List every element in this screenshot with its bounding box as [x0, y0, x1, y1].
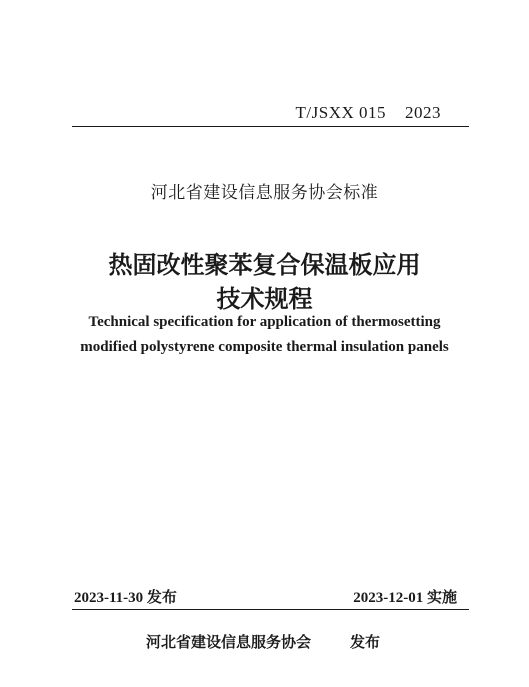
bottom-divider	[72, 609, 469, 610]
issue-date: 2023-11-30 发布	[74, 590, 177, 606]
publisher-name: 河北省建设信息服务协会	[146, 633, 312, 651]
title-english-line-1: Technical specification for application of thermosetting	[88, 314, 441, 330]
top-divider	[72, 126, 469, 127]
standard-number: T/JSXX 015 2023	[295, 103, 441, 122]
title-chinese-line-1: 热固改性聚苯复合保温板应用	[108, 251, 421, 279]
publish-label: 发布	[350, 633, 381, 651]
title-chinese-line-2: 技术规程	[216, 285, 313, 313]
standard-category: 河北省建设信息服务协会标准	[150, 183, 379, 203]
title-english-line-2: modified polystyrene composite thermal insulation panels	[80, 339, 449, 355]
implementation-date: 2023-12-01 实施	[353, 590, 457, 606]
